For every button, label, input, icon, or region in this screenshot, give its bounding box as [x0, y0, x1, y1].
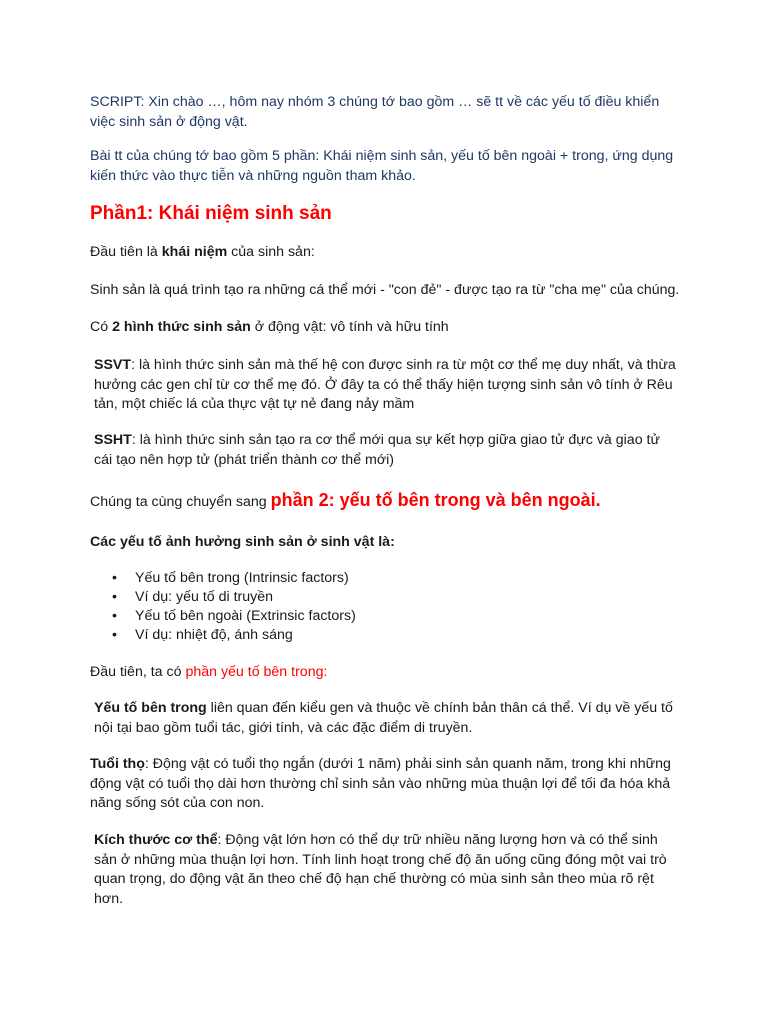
part1-heading: Phần1: Khái niệm sinh sản	[90, 203, 332, 224]
factors-bullet-list	[90, 569, 356, 645]
concept-lead-suffix: của sinh sản:	[227, 244, 315, 260]
list-item: • Ví dụ: yếu tố di truyền	[90, 588, 356, 607]
inner-factor-term: Yếu tố bên trong	[94, 700, 207, 716]
inner-lead-paragraph	[90, 663, 680, 683]
factors-title-paragraph	[90, 533, 680, 553]
inner-lead-prefix: Đầu tiên, ta có	[90, 664, 186, 680]
body-size-paragraph	[94, 831, 680, 909]
ssht-text: : là hình thức sinh sản tạo ra cơ thể mới qua sự kết hợp giữa giao tử đực và giao tử cái tạo nên hợp tử (phát triển thành cơ thể mới)	[94, 432, 660, 468]
inner-lead-highlight: phần yếu tố bên trong:	[185, 664, 328, 680]
ssvt-paragraph	[94, 356, 680, 415]
lifespan-text: : Động vật có tuổi thọ ngắn (dưới 1 năm) phải sinh sản quanh năm, trong khi những động vật có tuổi thọ dài hơn thường chỉ sinh sản vào những mùa thuận lợi để tối đa hóa khả năng sống sót của con non.	[90, 756, 671, 811]
lifespan-term: Tuổi thọ	[90, 756, 145, 772]
definition-text: Sinh sản là quá trình tạo ra những cá thể mới - "con đẻ" - được tạo ra từ "cha mẹ" của chúng.	[90, 282, 680, 298]
outline-text: Bài tt của chúng tớ bao gồm 5 phần: Khái niệm sinh sản, yếu tố bên ngoài + trong, ứng dụng kiến thức vào thực tiễn và những nguồn tham khảo.	[90, 148, 674, 184]
outline-paragraph	[90, 147, 680, 186]
ssht-paragraph	[94, 431, 680, 470]
definition-paragraph	[90, 281, 680, 301]
forms-bold: 2 hình thức sinh sản	[112, 319, 251, 335]
concept-lead-bold: khái niệm	[161, 244, 228, 260]
inner-factor-paragraph	[94, 699, 680, 738]
forms-suffix: ở động vật: vô tính và hữu tính	[250, 319, 449, 335]
list-item: • Ví dụ: nhiệt độ, ánh sáng	[90, 626, 356, 645]
concept-lead-prefix: Đầu tiên là	[90, 244, 162, 260]
part2-transition-paragraph	[90, 491, 680, 513]
script-intro-paragraph	[90, 93, 680, 132]
ssvt-text: : là hình thức sinh sản mà thế hệ con được sinh ra từ một cơ thể mẹ duy nhất, và thừa hưởng các gen chỉ từ cơ thể mẹ đó. Ở đây ta có thể thấy hiện tượng sinh sản vô tính ở Rêu tản, một chiếc lá của thực vật tự nẻ đang nảy mầm	[94, 357, 676, 412]
part2-heading-dot: .	[595, 490, 601, 510]
list-item: • Yếu tố bên ngoài (Extrinsic factors)	[90, 607, 356, 626]
script-intro-text: SCRIPT: Xin chào …, hôm nay nhóm 3 chúng tớ bao gồm … sẽ tt về các yếu tố điều khiển việc sinh sản ở động vật.	[90, 94, 660, 130]
lifespan-paragraph	[90, 755, 680, 814]
inner-factor-text: liên quan đến kiểu gen và thuộc về chính bản thân cá thể. Ví dụ về yếu tố nội tại bao gồm tuổi tác, giới tính, và các đặc điểm di truyền.	[94, 700, 673, 736]
body-size-term: Kích thước cơ thể	[94, 832, 218, 848]
body-size-text: : Động vật lớn hơn có thể dự trữ nhiều năng lượng hơn và có thể sinh sản ở những mùa thuận lợi hơn. Tính linh hoạt trong chế độ ăn uống cũng đóng một vai trò quan trọng, do động vật ăn theo chế độ hạn chế thường có mùa sinh sản theo mùa rõ rệt hơn.	[94, 832, 667, 907]
part2-transition-prefix: Chúng ta cùng chuyển sang	[90, 494, 271, 510]
part2-heading: phần 2: yếu tố bên trong và bên ngoài	[270, 490, 596, 510]
list-item: • Yếu tố bên trong (Intrinsic factors)	[90, 569, 356, 588]
factors-title: Các yếu tố ảnh hưởng sinh sản ở sinh vật là:	[90, 534, 395, 550]
ssvt-term: SSVT	[94, 357, 132, 373]
concept-lead-paragraph	[90, 243, 680, 263]
ssht-term: SSHT	[94, 432, 132, 448]
forms-paragraph	[90, 318, 680, 338]
forms-prefix: Có	[90, 319, 113, 335]
